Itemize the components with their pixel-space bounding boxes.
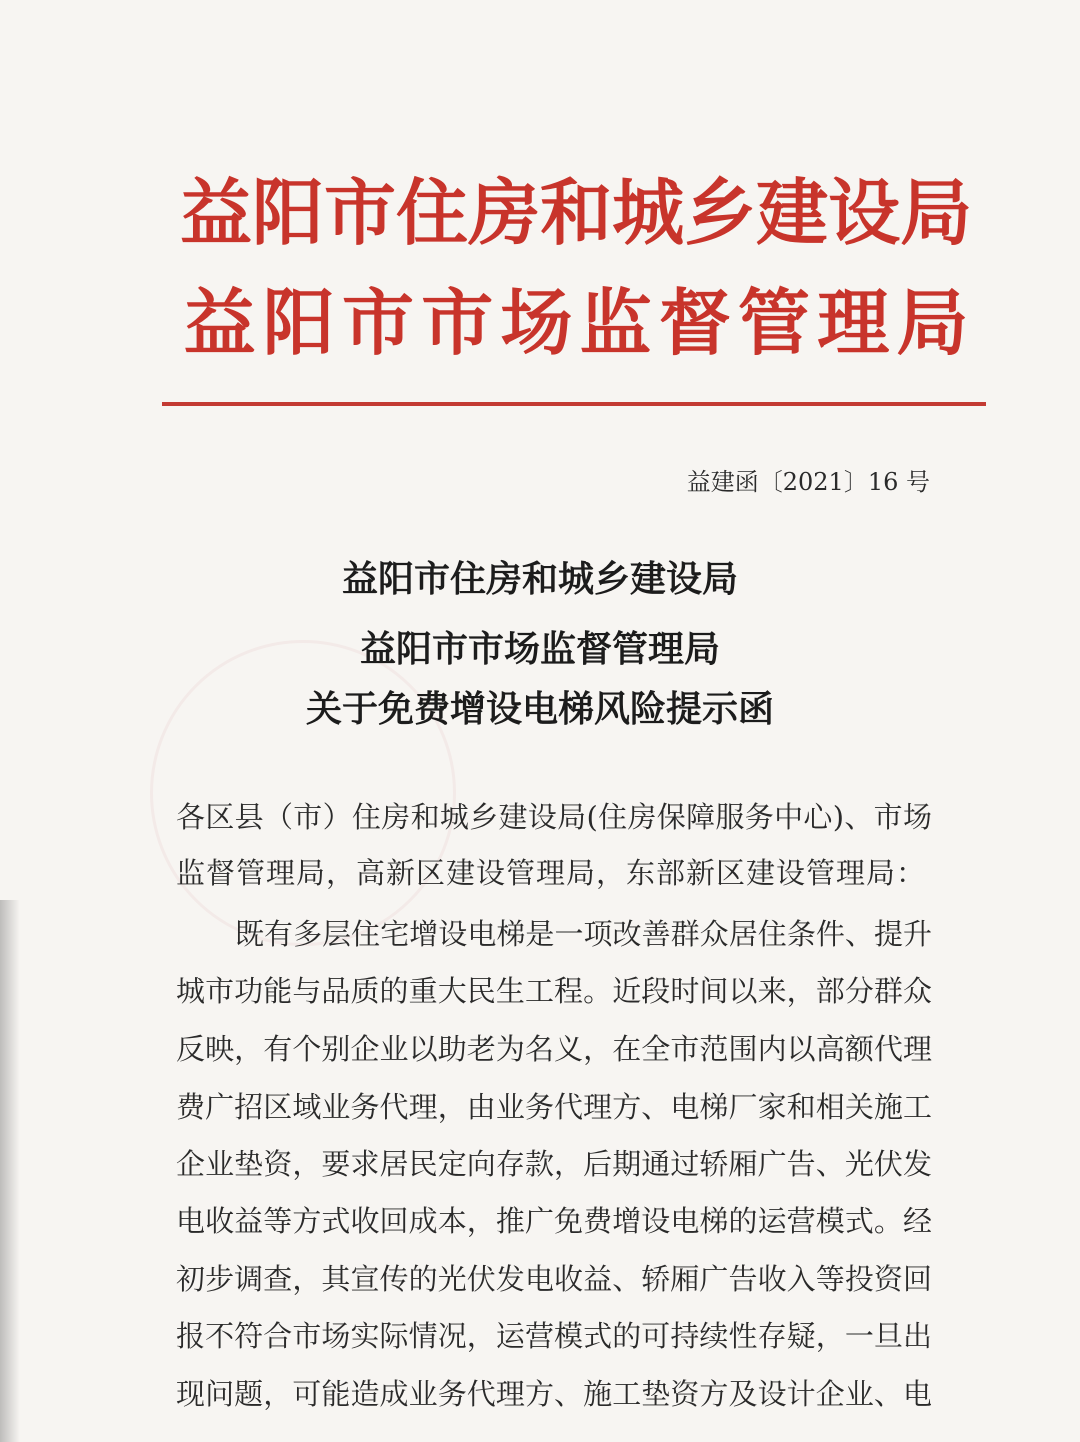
body-line: 现问题，可能造成业务代理方、施工垫资方及设计企业、电 (176, 1377, 932, 1411)
body-line: 初步调查，其宣传的光伏发电收益、轿厢广告收入等投资回 (176, 1262, 932, 1296)
letterhead-char: 乡 (684, 170, 757, 255)
title-line-2: 益阳市市场监督管理局 (359, 629, 720, 670)
letterhead-char: 市 (342, 280, 415, 365)
letterhead-char: 市 (324, 170, 397, 255)
body-line: 报不符合市场实际情况，运营模式的可持续性存疑，一旦出 (176, 1319, 932, 1353)
letterhead-char: 场 (500, 280, 573, 365)
letterhead-char: 益 (183, 280, 256, 365)
page-edge-shadow (0, 900, 20, 1442)
body-line: 城市功能与品质的重大民生工程。近段时间以来，部分群众 (176, 974, 932, 1008)
title-line-1: 益阳市住房和城乡建设局 (341, 559, 738, 600)
body-line: 费广招区域业务代理，由业务代理方、电梯厂家和相关施工 (176, 1090, 932, 1124)
letterhead-char: 理 (817, 280, 890, 365)
document-number: 益建函〔2021〕16 号 (686, 468, 930, 496)
letterhead-char: 督 (658, 280, 731, 365)
letterhead-char: 局 (900, 170, 973, 255)
body-line: 企业垫资，要求居民定向存款，后期通过轿厢广告、光伏发 (176, 1147, 932, 1181)
letterhead-char: 益 (180, 170, 253, 255)
letterhead-char: 市 (421, 280, 494, 365)
body-line: 反映，有个别企业以助老为名义，在全市范围内以高额代理 (176, 1032, 932, 1066)
letterhead-char: 阳 (252, 170, 325, 255)
letterhead-char: 住 (396, 170, 469, 255)
letterhead-line-1 (180, 170, 972, 256)
body-line: 各区县（市）住房和城乡建设局(住房保障服务中心)、市场 (176, 800, 932, 834)
body-line: 电收益等方式收回成本，推广免费增设电梯的运营模式。经 (176, 1204, 932, 1238)
body-line: 监督管理局，高新区建设管理局，东部新区建设管理局： (176, 856, 927, 890)
letterhead-char: 阳 (262, 280, 335, 365)
letterhead-char: 房 (468, 170, 541, 255)
letterhead-char: 和 (540, 170, 613, 255)
letterhead-char: 设 (828, 170, 901, 255)
letterhead-line-2 (180, 280, 972, 366)
letterhead-char: 建 (756, 170, 829, 255)
letterhead-char: 监 (579, 280, 652, 365)
letterhead-red-rule (162, 402, 986, 406)
title-line-3: 关于免费增设电梯风险提示函 (305, 689, 774, 730)
letterhead-char: 局 (896, 280, 969, 365)
body-line: 既有多层住宅增设电梯是一项改善群众居住条件、提升 (235, 917, 932, 951)
letterhead-char: 城 (612, 170, 685, 255)
letterhead-char: 管 (738, 280, 811, 365)
